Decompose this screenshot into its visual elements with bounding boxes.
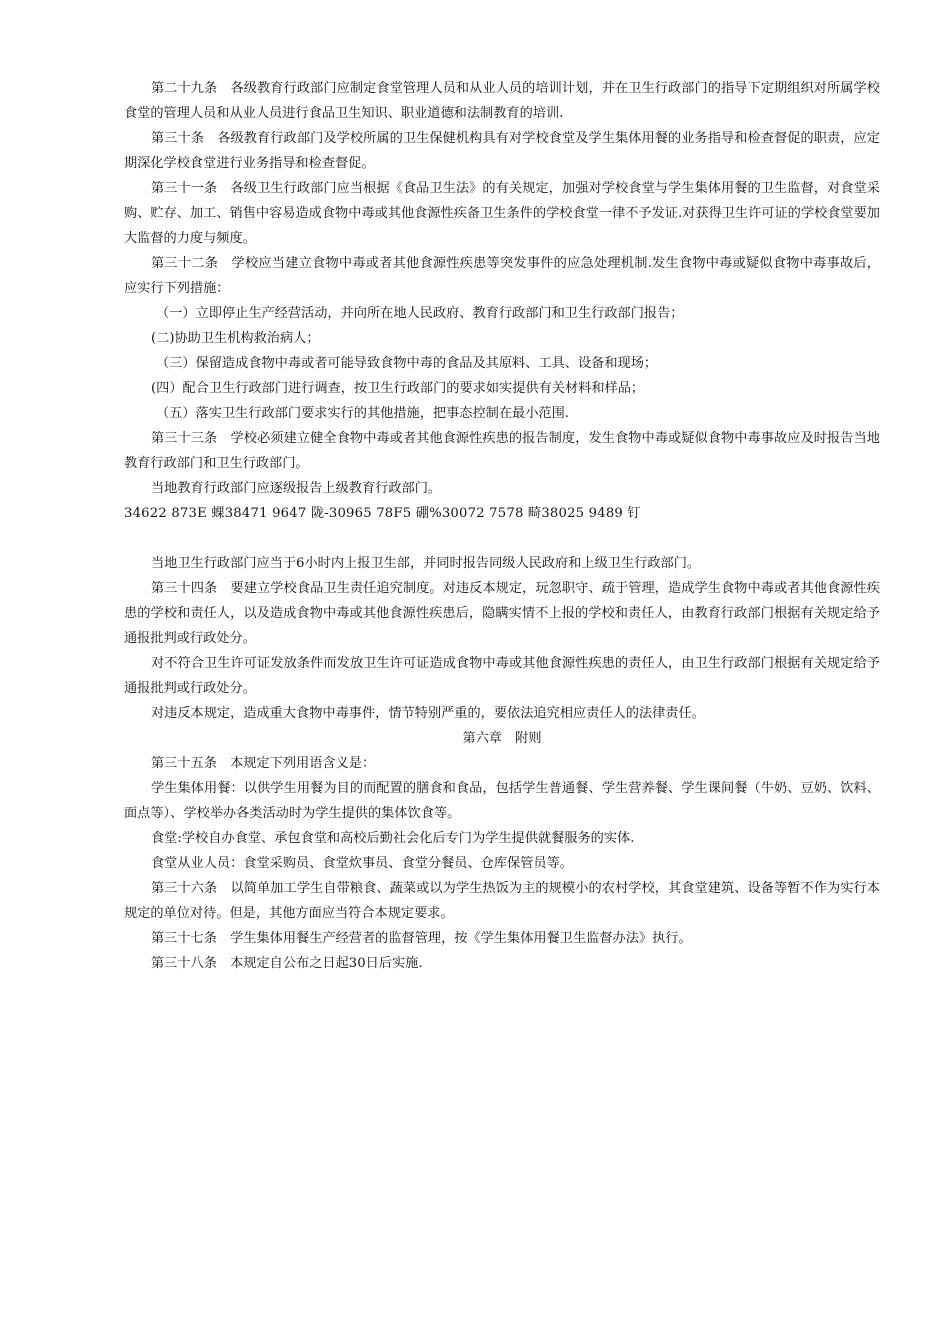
measure-5: （五）落实卫生行政部门要求实行的其他措施，把事态控制在最小范围. (156, 406, 570, 421)
measure-4: (四）配合卫生行政部门进行调查，按卫生行政部门的要求如实提供有关材料和样品； (151, 381, 645, 396)
article-33-health-report: 当地卫生行政部门应当于6小时内上报卫生部，并同时报告同级人民政府和上级卫生行政部门。 (151, 556, 701, 571)
chapter-heading: 第六章 附则 (462, 731, 542, 746)
garbled-code-line: 34622 873E 蜾38471 9647 陇-30965 78F5 硼%30072 7578 畸38025 9489 钉 (124, 506, 641, 521)
article-33-note: 当地教育行政部门应逐级报告上级教育行政部门。 (151, 481, 442, 496)
article-37: 第三十七条 学生集体用餐生产经营者的监督管理，按《学生集体用餐卫生监督办法》执行。 (151, 931, 692, 946)
article-34-para-3: 对违反本规定，造成重大食物中毒事件，情节特别严重的，要依法追究相应责任人的法律责任。 (151, 706, 705, 721)
article-34-para-2: 对不符合卫生许可证发放条件而发放卫生许可证造成食物中毒或其他食源性疾患的责任人，由卫生行政部门根据有关规定给予通报批判或行政处分。 (124, 656, 880, 696)
article-33: 第三十三条 学校必须建立健全食物中毒或者其他食源性疾患的报告制度，发生食物中毒或疑似食物中毒事故应及时报告当地教育行政部门和卫生行政部门。 (124, 431, 880, 471)
document-page (124, 76, 880, 976)
article-29: 第二十九条 各级教育行政部门应制定食堂管理人员和从业人员的培训计划，并在卫生行政部门的指导下定期组织对所属学校食堂的管理人员和从业人员进行食品卫生知识、职业道德和法制教育的培训. (124, 81, 880, 121)
measure-2: (二)协助卫生机构救治病人； (151, 331, 320, 346)
article-31: 第三十一条 各级卫生行政部门应当根据《食品卫生法》的有关规定，加强对学校食堂与学生集体用餐的卫生监督，对食堂采购、贮存、加工、销售中容易造成食物中毒或其他食源性疾备卫生条件的学校食堂一律不予发证.对获得卫生许可证的学校食堂要加大监督的力度与频度。 (124, 181, 880, 246)
measure-1: （一）立即停止生产经营活动，并向所在地人民政府、教育行政部门和卫生行政部门报告； (156, 306, 684, 321)
article-34: 第三十四条 要建立学校食品卫生责任追究制度。对违反本规定，玩忽职守、疏于管理，造成学生食物中毒或者其他食源性疾患的学校和责任人，以及造成食物中毒或其他食源性疾患后，隐瞒实情不上报的学校和责任人，由教育行政部门根据有关规定给予通报批判或行政处分。 (124, 581, 880, 646)
definition-canteen-staff: 食堂从业人员：食堂采购员、食堂炊事员、食堂分餐员、仓库保管员等。 (151, 856, 573, 871)
article-35: 第三十五条 本规定下列用语含义是： (151, 756, 376, 771)
definition-group-meals: 学生集体用餐：以供学生用餐为目的而配置的膳食和食品，包括学生普通餐、学生营养餐、学生课间餐（牛奶、豆奶、饮料、面点等）、学校举办各类活动时为学生提供的集体饮食等。 (124, 781, 880, 821)
article-32: 第三十二条 学校应当建立食物中毒或者其他食源性疾患等突发事件的应急处理机制.发生食物中毒或疑似食物中毒事故后，应实行下列措施： (124, 256, 880, 296)
measure-3: （三）保留造成食物中毒或者可能导致食物中毒的食品及其原料、工具、设备和现场； (156, 356, 658, 371)
article-36: 第三十六条 以简单加工学生自带粮食、蔬菜或以为学生热饭为主的规模小的农村学校，其食堂建筑、设备等暂不作为实行本规定的单位对待。但是，其他方面应当符合本规定要求。 (124, 881, 880, 921)
article-30: 第三十条 各级教育行政部门及学校所属的卫生保健机构具有对学校食堂及学生集体用餐的业务指导和检查督促的职责，应定期深化学校食堂进行业务指导和检查督促。 (124, 131, 880, 171)
blank-line (124, 526, 880, 551)
article-38: 第三十八条 本规定自公布之日起30日后实施. (151, 956, 423, 971)
definition-canteen: 食堂:学校自办食堂、承包食堂和高校后勤社会化后专门为学生提供就餐服务的实体. (151, 831, 635, 846)
